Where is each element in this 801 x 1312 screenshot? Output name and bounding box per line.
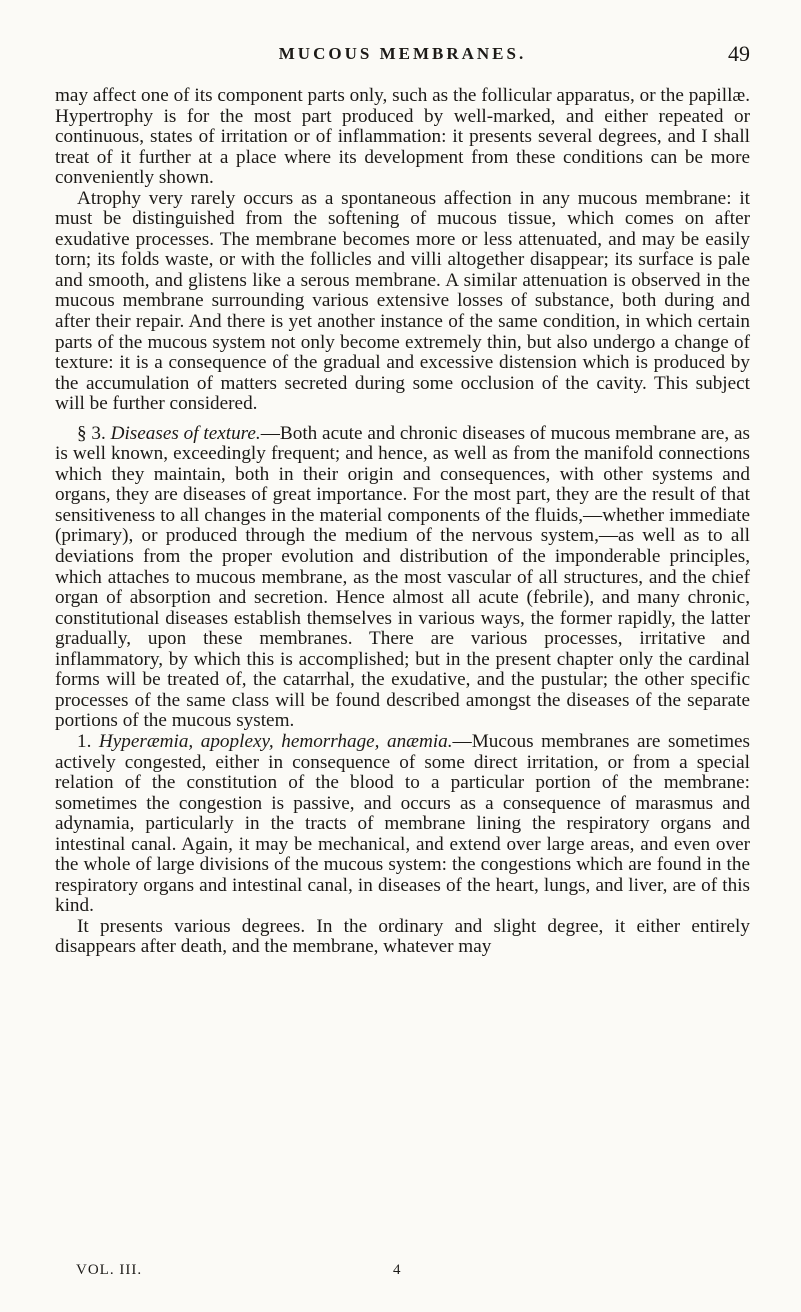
paragraph-text: —Both acute and chronic diseases of mucous membrane are, as is well known, exceedingly frequent; and hence, as well as from the manifold connections which they maintain, both in their origin and consequences, with other systems and organs, they are diseases of great importance. For the most part, they are the result of that sensitiveness to all changes in the material components of the fluids,—whether immediate (primary), or produced through the medium of the nervous system,—as well as to all deviations from the proper evolution and distribution of the imponderable principles, which attaches to mucous membrane, as the most vascular of all structures, and the chief organ of absorption and secretion. Hence almost all acute (febrile), and many chronic, constitutional diseases establish themselves in various ways, the former rapidly, the latter gradually, upon these membranes. There are various processes, irritative and inflammatory, by which this is accomplished; but in the present chapter only the cardinal forms will be treated of, the catarrhal, the exudative, and the pustular; the other specific processes of the same class will be found described amongst the diseases of the separate portions of the mucous system. — [55, 422, 750, 732]
section-paragraph — [55, 424, 750, 732]
signature-mark: 4 — [393, 1262, 401, 1278]
paragraph: may affect one of its component parts only, such as the follicular apparatus, or the papillæ. Hypertrophy is for the most part produced by well-marked, and either repeated or continuous, states of irritation or of inflammation: it presents several degrees, and I shall treat of it further at a place where its development from these conditions can be more conveniently shown. — [55, 85, 750, 189]
subsection-heading: Hyperæmia, apoplexy, hemorrhage, anæmia. — [98, 730, 453, 752]
running-head: MUCOUS MEMBRANES. — [278, 44, 527, 63]
body-text — [55, 86, 750, 958]
page-header — [55, 41, 750, 70]
subsection-number: 1. — [77, 730, 99, 752]
section-heading: Diseases of texture. — [110, 422, 261, 444]
page-footer — [55, 1262, 750, 1284]
paragraph: It presents various degrees. In the ordinary and slight degree, it either entirely disappears after death, and the membrane, whatever may — [55, 915, 750, 958]
volume-mark: VOL. III. — [76, 1262, 143, 1278]
page-number: 49 — [728, 41, 750, 66]
section-number: § 3. — [77, 422, 111, 444]
paragraph: Atrophy very rarely occurs as a spontaneous affection in any mucous membrane: it must be distinguished from the softening of mucous tissue, which comes on after exudative processes. The membrane becomes more or less attenuated, and may be easily torn; its folds waste, or with the follicles and villi altogether disappear; its surface is pale and smooth, and glistens like a serous membrane. A similar attenuation is observed in the mucous membrane surrounding various extensive losses of substance, both during and after their repair. And there is yet another instance of the same condition, in which certain parts of the mucous system not only become extremely thin, but also undergo a change of texture: it is a consequence of the gradual and excessive distension which is produced by the accumulation of matters secreted during some occlusion of the cavity. This subject will be further considered. — [55, 187, 750, 415]
paragraph-text: —Mucous membranes are sometimes actively congested, either in consequence of some direct irritation, or from a special relation of the constitution of the blood to a particular portion of the membrane: sometimes the congestion is passive, and occurs as a consequence of marasmus and adynamia, particularly in the tracts of membrane lining the respiratory organs and intestinal canal. Again, it may be mechanical, and extend over large areas, and even over the whole of large divisions of the mucous system: the congestions which are found in the respiratory organs and intestinal canal, in diseases of the heart, lungs, and liver, are of this kind. — [55, 730, 751, 917]
subsection-paragraph — [55, 732, 750, 917]
